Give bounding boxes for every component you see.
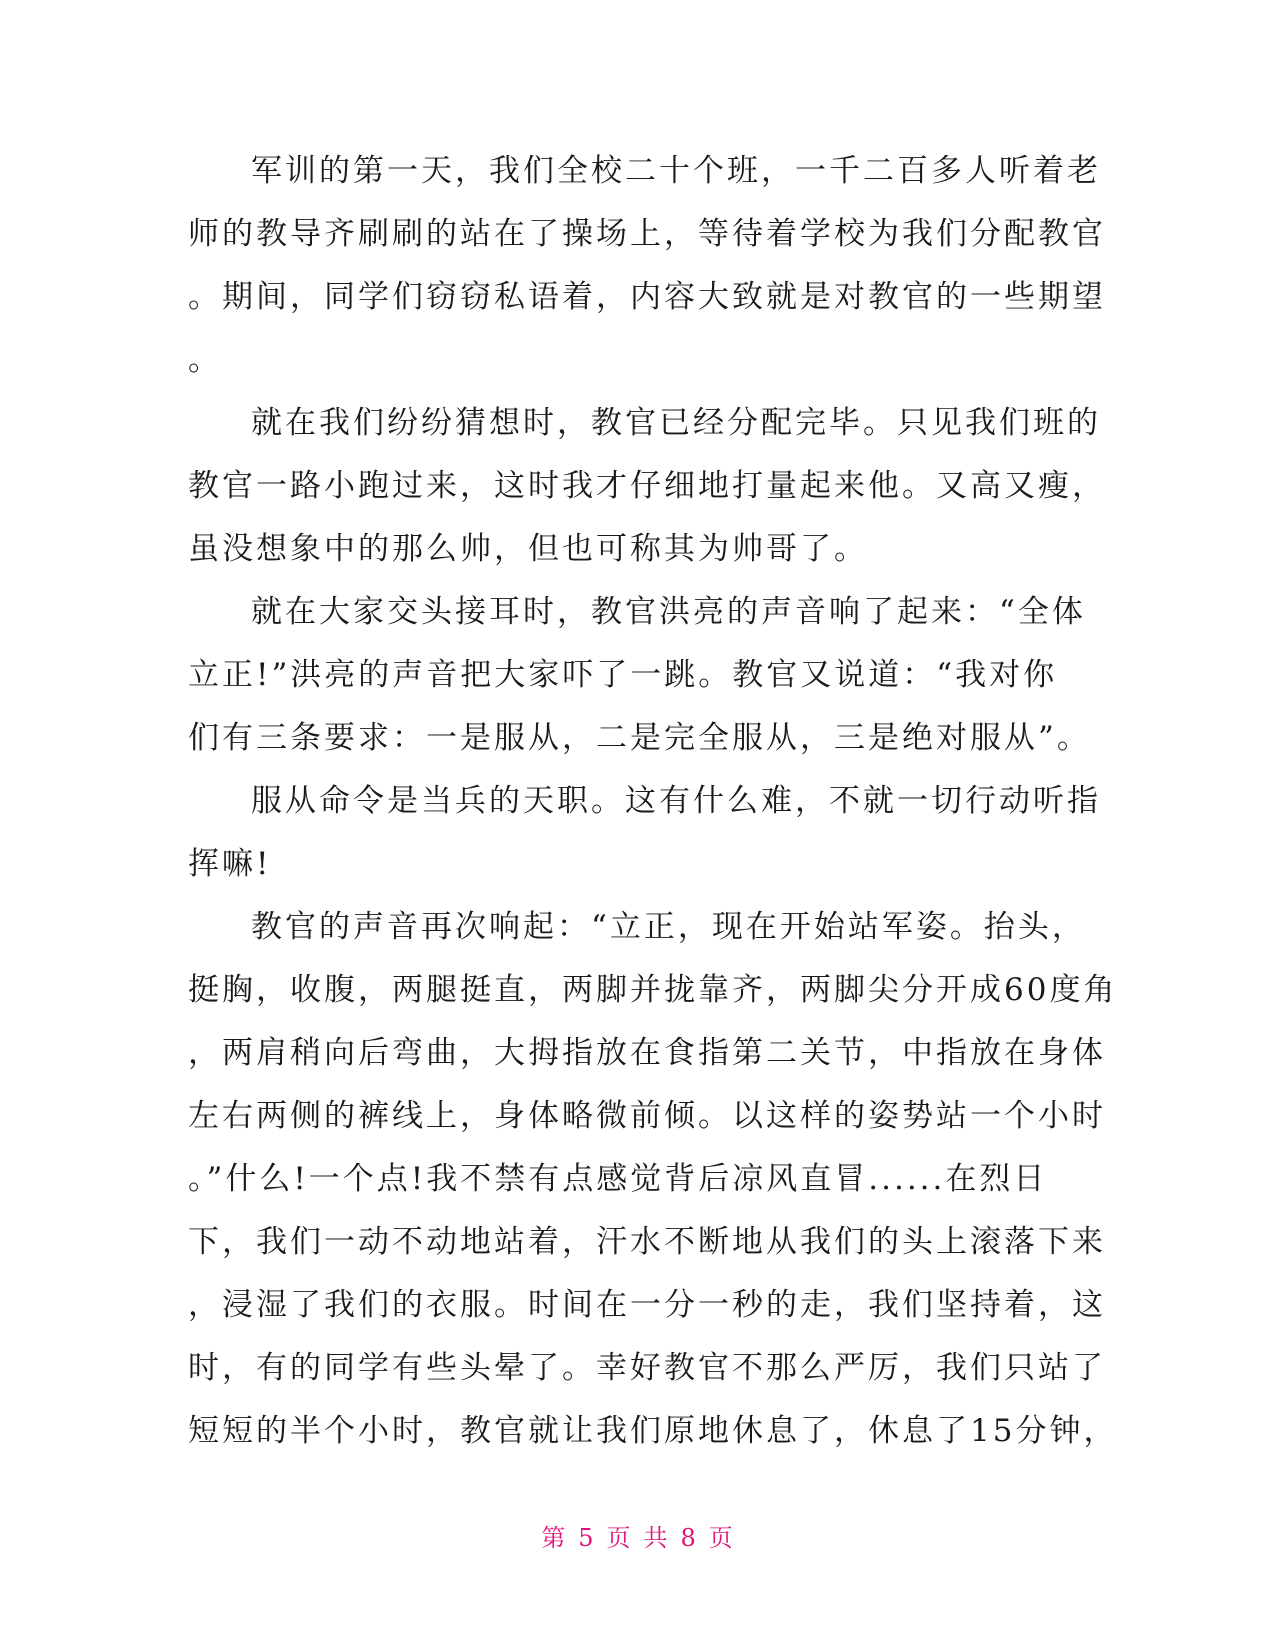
text-line: 。”什么!一个点!我不禁有点感觉背后凉风直冒......在烈日 <box>188 1161 1048 1197</box>
text-line: 短短的半个小时，教官就让我们原地休息了，休息了15分钟， <box>188 1413 1118 1449</box>
text-line: 。 <box>188 342 222 378</box>
text-line: 虽没想象中的那么帅，但也可称其为帅哥了。 <box>188 531 868 567</box>
document-body <box>188 140 1118 1463</box>
text-line: 就在我们纷纷猜想时，教官已经分配完毕。只见我们班的 <box>251 405 1101 441</box>
text-line: 。期间，同学们窃窃私语着，内容大致就是对教官的一些期望 <box>188 279 1106 315</box>
footer-label-gong: 共 <box>643 1524 669 1552</box>
text-line: 挥嘛! <box>188 846 272 882</box>
text-line: 教官一路小跑过来，这时我才仔细地打量起来他。又高又瘦， <box>188 468 1106 504</box>
footer-label-di: 第 <box>541 1524 567 1552</box>
text-line: 军训的第一天，我们全校二十个班，一千二百多人听着老 <box>251 153 1101 189</box>
text-line: 就在大家交头接耳时，教官洪亮的声音响了起来：“全体 <box>251 594 1086 630</box>
current-page-number: 5 <box>578 1524 595 1552</box>
page-footer <box>0 1518 1275 1558</box>
footer-label-ye-2: 页 <box>708 1524 734 1552</box>
text-line: ，两肩稍向后弯曲，大拇指放在食指第二关节，中指放在身体 <box>188 1035 1106 1071</box>
text-line: 左右两侧的裤线上，身体略微前倾。以这样的姿势站一个小时 <box>188 1098 1106 1134</box>
text-line: ，浸湿了我们的衣服。时间在一分一秒的走，我们坚持着，这 <box>188 1287 1106 1323</box>
text-line: 教官的声音再次响起：“立正，现在开始站军姿。抬头， <box>251 909 1086 945</box>
footer-label-ye: 页 <box>606 1524 632 1552</box>
text-line: 服从命令是当兵的天职。这有什么难，不就一切行动听指 <box>251 783 1101 819</box>
text-line: 下，我们一动不动地站着，汗水不断地从我们的头上滚落下来 <box>188 1224 1106 1260</box>
text-line: 挺胸，收腹，两腿挺直，两脚并拢靠齐，两脚尖分开成60度角 <box>188 972 1118 1008</box>
text-line: 们有三条要求：一是服从，二是完全服从，三是绝对服从”。 <box>188 720 1091 756</box>
text-line: 时，有的同学有些头晕了。幸好教官不那么严厉，我们只站了 <box>188 1350 1106 1386</box>
text-line: 师的教导齐刷刷的站在了操场上，等待着学校为我们分配教官 <box>188 216 1106 252</box>
total-pages-number: 8 <box>680 1524 697 1552</box>
text-line: 立正!”洪亮的声音把大家吓了一跳。教官又说道：“我对你 <box>188 657 1058 693</box>
